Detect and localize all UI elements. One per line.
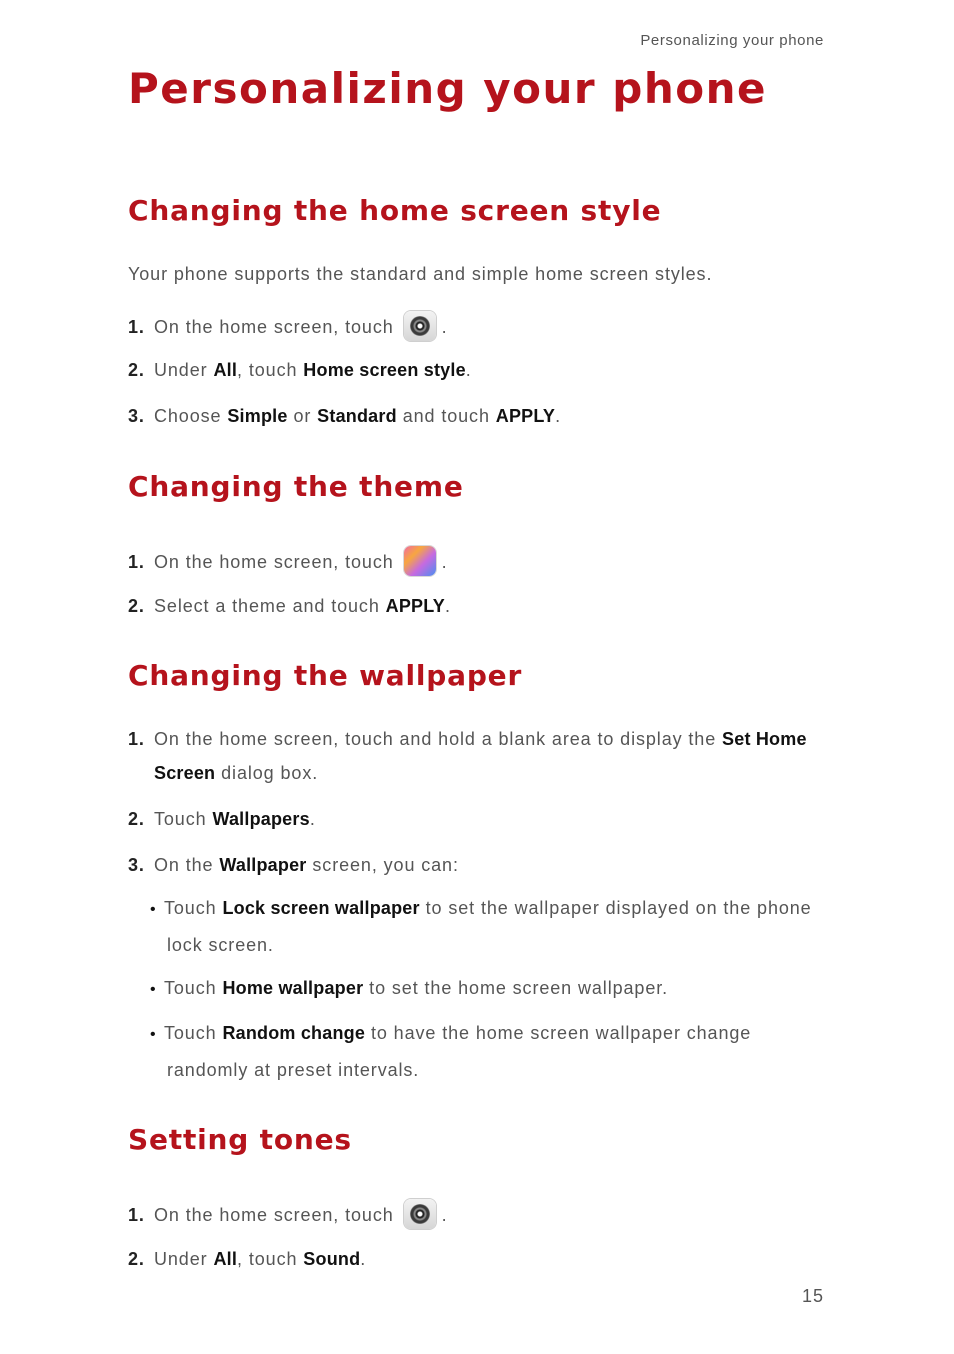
step-number: 1. bbox=[128, 1204, 145, 1225]
bullet-lock-screen-wallpaper bbox=[150, 896, 812, 922]
step-home-style-2 bbox=[128, 358, 472, 382]
step-number: 1. bbox=[128, 729, 145, 749]
step-home-style-3 bbox=[128, 404, 561, 428]
bullet-home-wallpaper bbox=[150, 976, 668, 1002]
step-wallpaper-3 bbox=[128, 853, 459, 877]
step-text: , touch bbox=[237, 360, 304, 380]
bullet-text: to set the home screen wallpaper. bbox=[363, 978, 669, 998]
ui-term-wallpaper: Wallpaper bbox=[219, 855, 307, 875]
bullet-text: Touch bbox=[164, 1023, 223, 1043]
bullet-random-change-continued: randomly at preset intervals. bbox=[167, 1060, 420, 1080]
ui-term-all: All bbox=[213, 1249, 238, 1269]
bullet-text: Touch bbox=[164, 978, 223, 998]
ui-term-sound: Sound bbox=[303, 1249, 361, 1269]
step-theme-2 bbox=[128, 594, 451, 618]
bullet-text: to have the home screen wallpaper change bbox=[365, 1023, 752, 1043]
step-number: 2. bbox=[128, 360, 145, 380]
punctuation: . bbox=[441, 316, 448, 337]
punctuation: . bbox=[441, 551, 448, 572]
step-number: 3. bbox=[128, 855, 145, 875]
bullet-random-change bbox=[150, 1021, 751, 1047]
ui-term-lock-screen-wallpaper: Lock screen wallpaper bbox=[222, 898, 420, 918]
section-title-home-screen-style: Changing the home screen style bbox=[128, 194, 662, 227]
ui-term-screen: Screen bbox=[154, 763, 216, 783]
ui-term-set-home: Set Home bbox=[722, 729, 807, 749]
step-text: On the home screen, touch and hold a blank area to display the bbox=[154, 729, 723, 749]
step-tones-1 bbox=[128, 1201, 448, 1231]
step-wallpaper-1 bbox=[128, 727, 807, 751]
step-wallpaper-1-continued bbox=[154, 761, 318, 785]
step-text: On the bbox=[154, 855, 220, 875]
ui-term-home-screen-style: Home screen style bbox=[303, 360, 466, 380]
bullet-text: to set the wallpaper displayed on the phone bbox=[419, 898, 812, 918]
step-text: On the home screen, touch bbox=[154, 551, 394, 572]
step-number: 2. bbox=[128, 596, 145, 616]
bullet-icon: • bbox=[150, 1026, 157, 1043]
ui-term-home-wallpaper: Home wallpaper bbox=[222, 978, 364, 998]
ui-term-apply: APPLY bbox=[385, 596, 445, 616]
step-text: On the home screen, touch bbox=[154, 316, 394, 337]
step-wallpaper-2 bbox=[128, 807, 316, 831]
step-text: or bbox=[287, 406, 318, 426]
section-title-wallpaper: Changing the wallpaper bbox=[128, 659, 523, 692]
step-text: and touch bbox=[396, 406, 496, 426]
step-text: Choose bbox=[154, 406, 228, 426]
ui-term-simple: Simple bbox=[227, 406, 288, 426]
step-text: , touch bbox=[237, 1249, 304, 1269]
step-text: screen, you can: bbox=[306, 855, 459, 875]
page-number: 15 bbox=[801, 1286, 824, 1306]
bullet-icon: • bbox=[150, 981, 157, 998]
ui-term-random-change: Random change bbox=[222, 1023, 366, 1043]
step-number: 2. bbox=[128, 809, 145, 829]
punctuation: . bbox=[555, 406, 562, 426]
ui-term-apply: APPLY bbox=[495, 406, 556, 426]
step-text: Select a theme and touch bbox=[154, 596, 386, 616]
step-home-style-1 bbox=[128, 313, 448, 343]
punctuation: . bbox=[441, 1204, 448, 1225]
ui-term-standard: Standard bbox=[317, 406, 397, 426]
step-number: 3. bbox=[128, 406, 145, 426]
punctuation: . bbox=[465, 360, 472, 380]
bullet-icon: • bbox=[150, 901, 157, 918]
punctuation: . bbox=[360, 1249, 367, 1269]
punctuation: . bbox=[309, 809, 316, 829]
settings-gear-icon bbox=[404, 311, 436, 341]
intro-paragraph: Your phone supports the standard and simple home screen styles. bbox=[128, 264, 713, 284]
page-title: Personalizing your phone bbox=[128, 64, 767, 113]
step-text: dialog box. bbox=[215, 763, 319, 783]
section-title-tones: Setting tones bbox=[128, 1123, 352, 1156]
step-number: 2. bbox=[128, 1249, 145, 1269]
step-text: Under bbox=[154, 360, 214, 380]
bullet-text: Touch bbox=[164, 898, 223, 918]
ui-term-wallpapers: Wallpapers bbox=[212, 809, 310, 829]
themes-icon bbox=[404, 546, 436, 576]
step-text: Under bbox=[154, 1249, 214, 1269]
punctuation: . bbox=[445, 596, 451, 616]
bullet-lock-screen-wallpaper-continued: lock screen. bbox=[167, 935, 274, 955]
ui-term-all: All bbox=[213, 360, 238, 380]
section-title-theme: Changing the theme bbox=[128, 470, 464, 503]
step-tones-2 bbox=[128, 1247, 366, 1271]
step-text: On the home screen, touch bbox=[154, 1204, 394, 1225]
settings-gear-icon bbox=[404, 1199, 436, 1229]
running-header: Personalizing your phone bbox=[640, 32, 824, 49]
step-number: 1. bbox=[128, 551, 145, 572]
step-theme-1 bbox=[128, 548, 448, 578]
step-number: 1. bbox=[128, 316, 145, 337]
step-text: Touch bbox=[154, 809, 213, 829]
